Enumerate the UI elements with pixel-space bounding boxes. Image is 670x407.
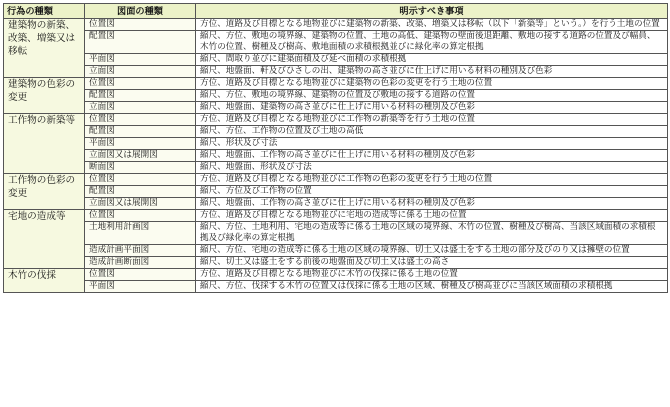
table-row <box>4 174 668 186</box>
table-row <box>4 90 668 102</box>
diagram-type-cell: 配置図 <box>85 186 196 198</box>
table-row <box>4 198 668 210</box>
action-type-cell: 建築物の色彩の変更 <box>4 78 85 114</box>
diagram-type-cell: 土地利用計画図 <box>85 222 196 245</box>
table-row <box>4 126 668 138</box>
matter-cell: 縮尺、方位、伐採する木竹の位置又は伐採に係る土地の区域、樹種及び樹高並びに当該区域面積の求積根拠 <box>196 281 668 293</box>
table-row <box>4 269 668 281</box>
drawing-requirements-table <box>3 3 668 293</box>
requirements-table-container <box>3 3 667 293</box>
table-body <box>4 19 668 293</box>
table-row <box>4 31 668 54</box>
diagram-type-cell: 立面図又は展開図 <box>85 198 196 210</box>
matter-cell: 縮尺、地盤面、建築物の高さ並びに仕上げに用いる材料の種別及び色彩 <box>196 102 668 114</box>
diagram-type-cell: 配置図 <box>85 90 196 102</box>
table-row <box>4 222 668 245</box>
table-row <box>4 210 668 222</box>
table-row <box>4 114 668 126</box>
matter-cell: 方位、道路及び目標となる地物並びに宅地の造成等に係る土地の位置 <box>196 210 668 222</box>
table-row <box>4 162 668 174</box>
diagram-type-cell: 配置図 <box>85 126 196 138</box>
diagram-type-cell: 配置図 <box>85 31 196 54</box>
table-row <box>4 102 668 114</box>
diagram-type-cell: 平面図 <box>85 281 196 293</box>
matter-cell: 縮尺、地盤面、形状及び寸法 <box>196 162 668 174</box>
action-type-cell: 宅地の造成等 <box>4 210 85 269</box>
diagram-type-cell: 位置図 <box>85 269 196 281</box>
action-type-cell: 工作物の新築等 <box>4 114 85 174</box>
matter-cell: 縮尺、形状及び寸法 <box>196 138 668 150</box>
matter-cell: 方位、道路及び目標となる地物並びに建築物の色彩の変更を行う土地の位置 <box>196 78 668 90</box>
diagram-type-cell: 位置図 <box>85 19 196 31</box>
table-row <box>4 54 668 66</box>
header-matters: 明示すべき事項 <box>196 4 668 19</box>
matter-cell: 縮尺、切土又は盛土をする前後の地盤面及び切土又は盛土の高さ <box>196 257 668 269</box>
table-row <box>4 186 668 198</box>
diagram-type-cell: 位置図 <box>85 78 196 90</box>
matter-cell: 縮尺、方位、宅地の造成等に係る土地の区域の境界線、切土又は盛土をする土地の部分及びのり又は擁壁の位置 <box>196 245 668 257</box>
table-row <box>4 66 668 78</box>
table-row <box>4 19 668 31</box>
matter-cell: 縮尺、方位、敷地の境界線、建築物の位置及び敷地の接する道路の位置 <box>196 90 668 102</box>
header-action-type: 行為の種類 <box>4 4 85 19</box>
diagram-type-cell: 造成計画平面図 <box>85 245 196 257</box>
action-type-cell: 工作物の色彩の変更 <box>4 174 85 210</box>
table-row <box>4 245 668 257</box>
diagram-type-cell: 立面図又は展開図 <box>85 150 196 162</box>
table-row <box>4 257 668 269</box>
matter-cell: 縮尺、地盤面、工作物の高さ並びに仕上げに用いる材料の種別及び色彩 <box>196 150 668 162</box>
diagram-type-cell: 平面図 <box>85 54 196 66</box>
diagram-type-cell: 平面図 <box>85 138 196 150</box>
matter-cell: 方位、道路及び目標となる地物並びに工作物の色彩の変更を行う土地の位置 <box>196 174 668 186</box>
matter-cell: 縮尺、方位、敷地の境界線、建築物の位置、土地の高低、建築物の壁面後退距離、敷地の接する道路の位置及び幅員、木竹の位置、樹種及び樹高、敷地面積の求積根拠並びに緑化率の算定根拠 <box>196 31 668 54</box>
matter-cell: 方位、道路及び目標となる地物並びに工作物の新築等を行う土地の位置 <box>196 114 668 126</box>
header-row <box>4 4 668 19</box>
diagram-type-cell: 位置図 <box>85 174 196 186</box>
matter-cell: 方位、道路及び目標となる地物並びに木竹の伐採に係る土地の位置 <box>196 269 668 281</box>
action-type-cell: 建築物の新築、改築、増築又は移転 <box>4 19 85 78</box>
matter-cell: 方位、道路及び目標となる地物並びに建築物の新築、改築、増築又は移転（以下「新築等」という。）を行う土地の位置 <box>196 19 668 31</box>
matter-cell: 縮尺、方位、工作物の位置及び土地の高低 <box>196 126 668 138</box>
diagram-type-cell: 立面図 <box>85 66 196 78</box>
diagram-type-cell: 立面図 <box>85 102 196 114</box>
table-row <box>4 150 668 162</box>
table-row <box>4 138 668 150</box>
diagram-type-cell: 断面図 <box>85 162 196 174</box>
matter-cell: 縮尺、地盤面、工作物の高さ並びに仕上げに用いる材料の種別及び色彩 <box>196 198 668 210</box>
header-diagram-type: 図面の種類 <box>85 4 196 19</box>
matter-cell: 縮尺、方位、土地利用、宅地の造成等に係る土地の区域の境界線、木竹の位置、樹種及び樹高、当該区域面積の求積根拠及び緑化率の算定根拠 <box>196 222 668 245</box>
matter-cell: 縮尺、方位及び工作物の位置 <box>196 186 668 198</box>
action-type-cell: 木竹の伐採 <box>4 269 85 293</box>
diagram-type-cell: 位置図 <box>85 210 196 222</box>
diagram-type-cell: 造成計画断面図 <box>85 257 196 269</box>
matter-cell: 縮尺、間取り並びに建築面積及び延べ面積の求積根拠 <box>196 54 668 66</box>
table-row <box>4 78 668 90</box>
matter-cell: 縮尺、地盤面、軒及びひさしの出、建築物の高さ並びに仕上げに用いる材料の種別及び色彩 <box>196 66 668 78</box>
diagram-type-cell: 位置図 <box>85 114 196 126</box>
table-row <box>4 281 668 293</box>
